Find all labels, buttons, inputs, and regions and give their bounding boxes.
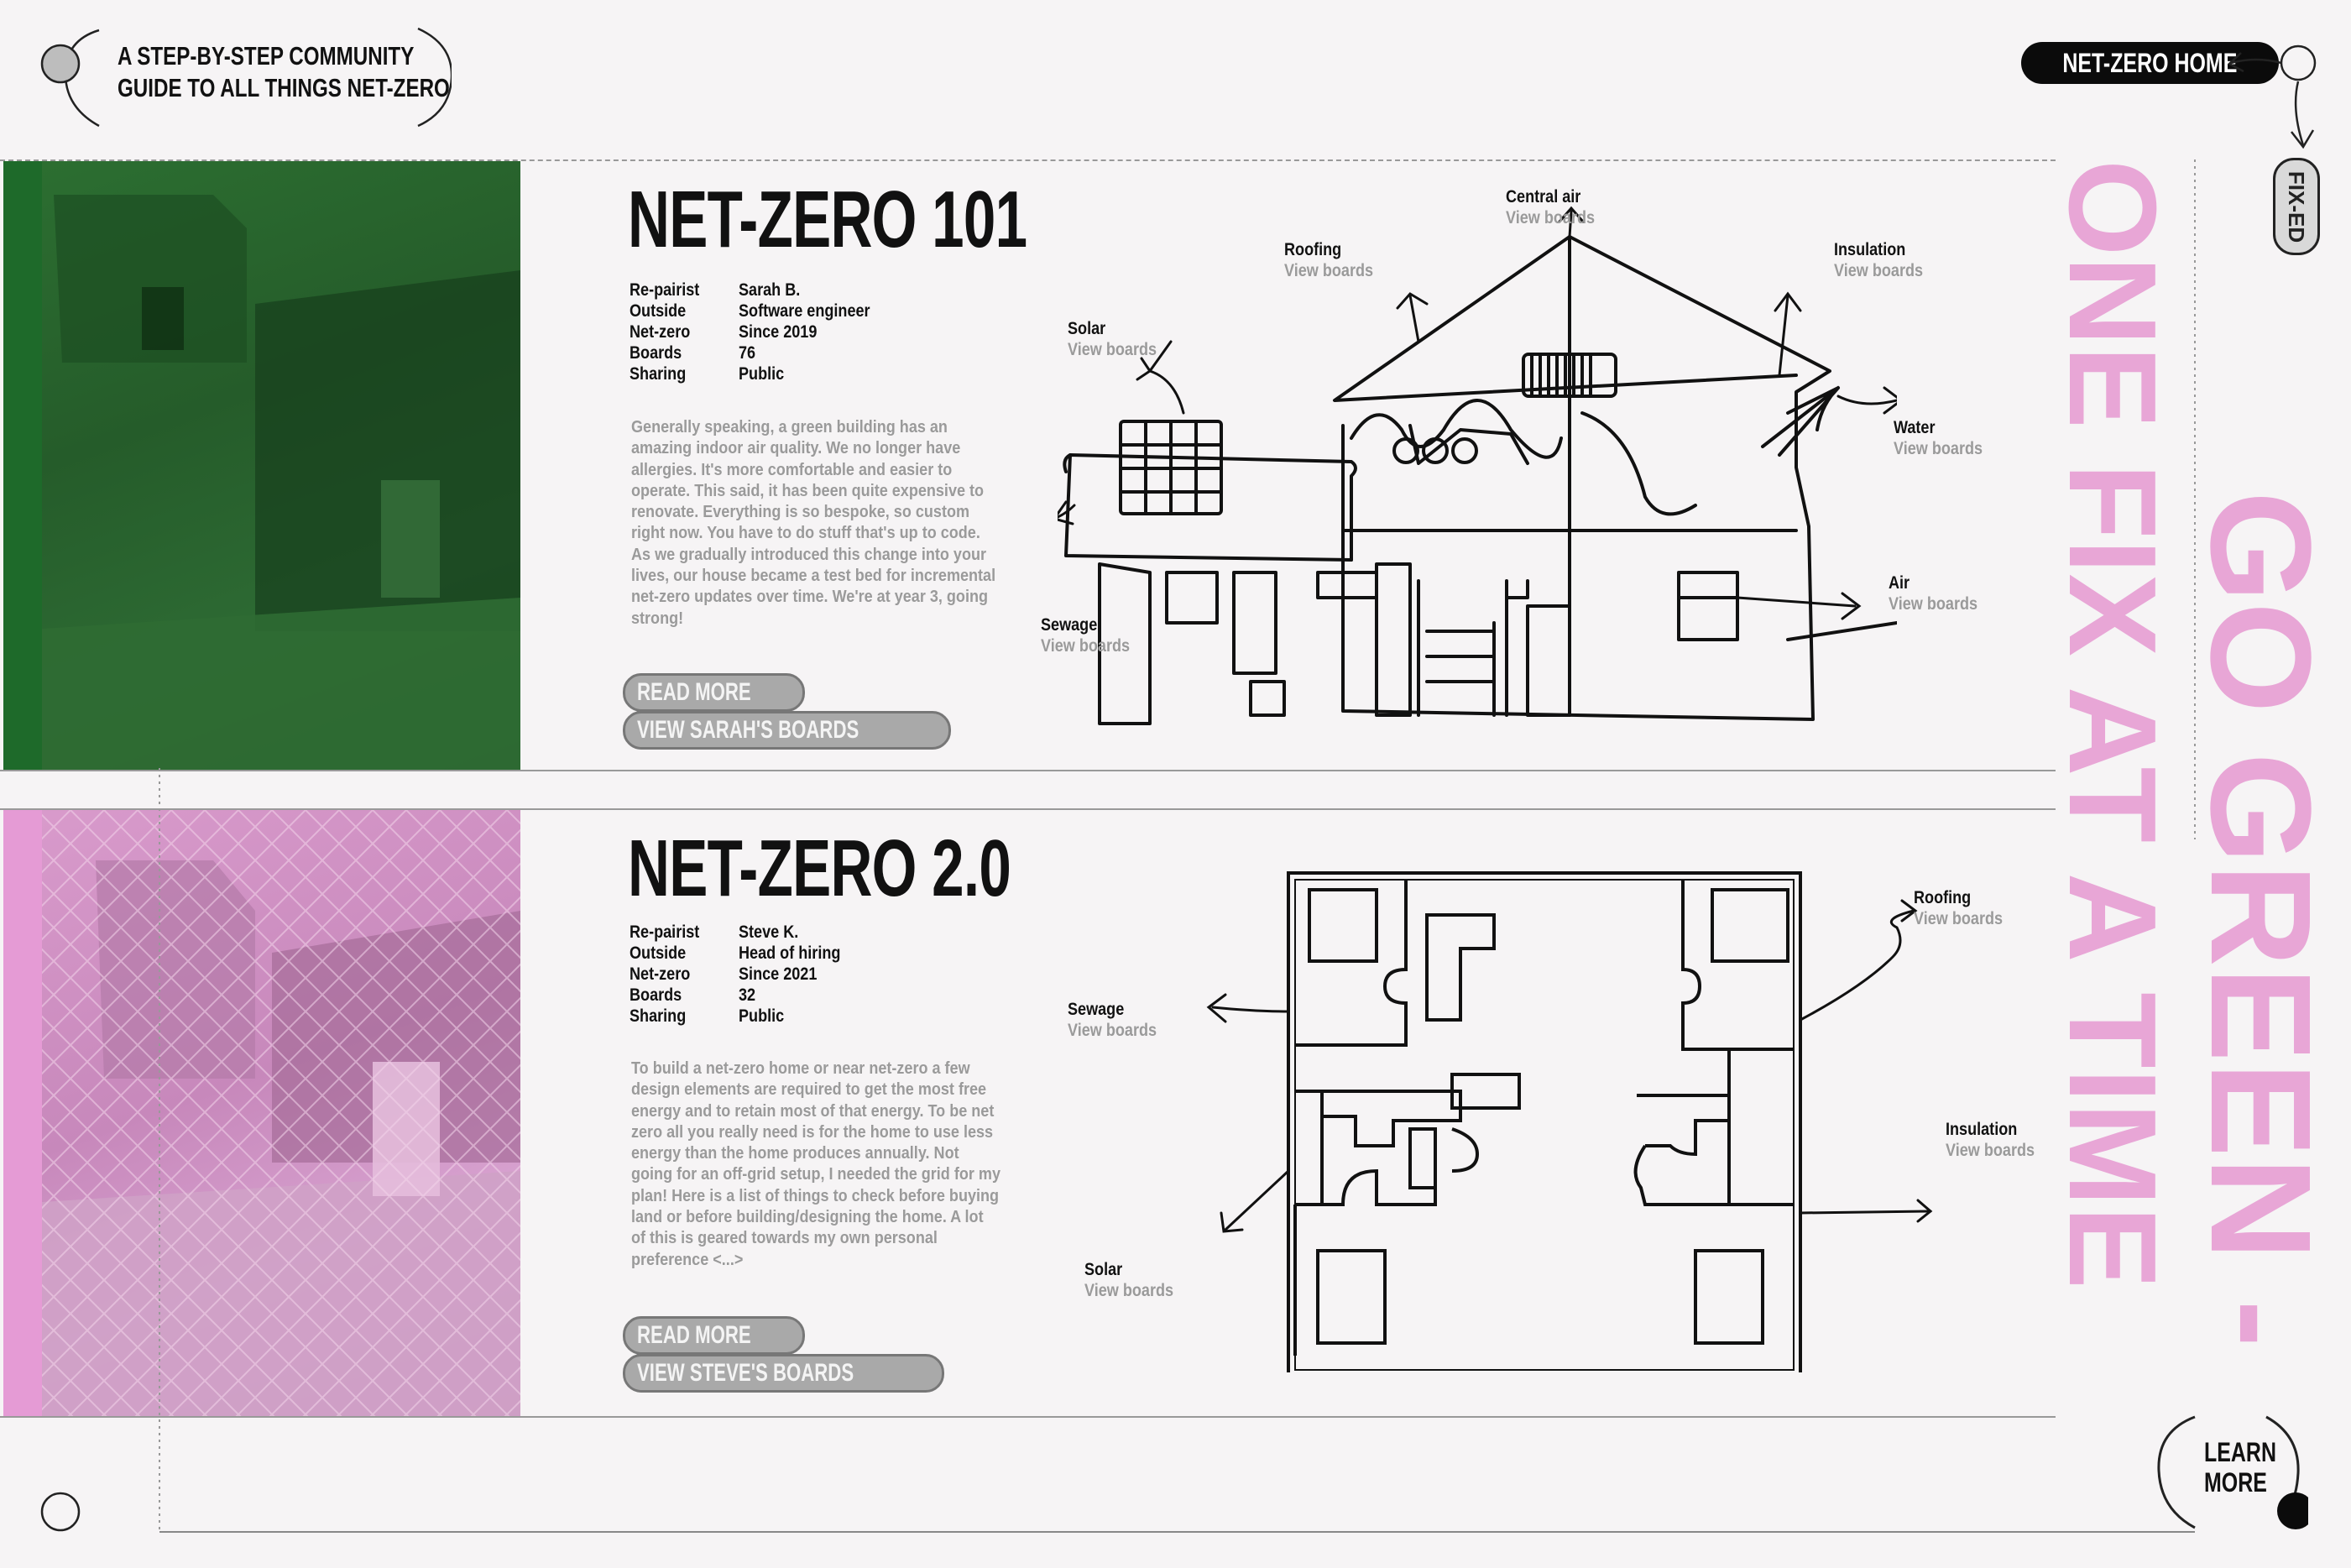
view-boards-link[interactable]: View boards bbox=[1284, 261, 1374, 280]
view-boards-link[interactable]: View boards bbox=[1068, 340, 1157, 359]
view-boards-link[interactable]: View boards bbox=[1506, 208, 1596, 227]
hotspot-title: Insulation bbox=[1946, 1120, 2018, 1139]
view-boards-link[interactable]: View boards bbox=[1068, 1021, 1157, 1040]
hotspot-title: Air bbox=[1889, 573, 1910, 593]
meta-value: Public bbox=[739, 364, 785, 384]
hotspot-title: Water bbox=[1894, 418, 1936, 437]
learn-more-line-2: MORE bbox=[2204, 1467, 2267, 1497]
meta-label: Net-zero bbox=[630, 322, 691, 342]
view-boards-link[interactable]: View boards bbox=[1084, 1281, 1174, 1300]
meta-value: Since 2021 bbox=[739, 964, 818, 984]
card-description: Generally speaking, a green building has an amazing indoor air quality. We no longer have allergies. It's more comfortable and easier to operate. This said, it has been quite expensive to renovate. Everything is so bespoke, so custom right now. You have to do stuff that's up to code. As we gradually introduced this change into your lives, our house became a test bed for incremental net-zero updates over time. We're at year 3, going strong! bbox=[631, 417, 996, 628]
hotspot-title: Roofing bbox=[1914, 888, 1972, 907]
net-zero-home-label: NET-ZERO HOME bbox=[2062, 48, 2238, 78]
meta-value: Since 2019 bbox=[739, 322, 818, 342]
hotspot-title: Sewage bbox=[1068, 1000, 1125, 1019]
view-boards-link[interactable]: View boards bbox=[1914, 909, 2004, 928]
meta-label: Re-pairist bbox=[630, 280, 700, 300]
hotspot-title: Central air bbox=[1506, 187, 1581, 206]
tagline-line-2: GUIDE TO ALL THINGS NET-ZERO bbox=[118, 73, 450, 102]
view-boards-link[interactable]: View boards bbox=[1889, 594, 1978, 614]
fixed-tab-label: FIX-ED bbox=[2284, 170, 2310, 243]
hotspot-title: Roofing bbox=[1284, 240, 1342, 259]
meta-value: Public bbox=[739, 1006, 785, 1026]
learn-more-text bbox=[2204, 1437, 2276, 1497]
card-title: NET-ZERO 101 bbox=[628, 175, 1027, 264]
read-more-label: READ MORE bbox=[637, 678, 751, 706]
meta-value: Steve K. bbox=[739, 923, 799, 942]
meta-value: Software engineer bbox=[739, 301, 870, 321]
card-description: To build a net-zero home or near net-zero a few design elements are required to get the most free energy and to retain most of that energy. To be net zero all you really need is for the home to use less energy than the home produces annually. Not going for an off-grid setup, I needed the grid for my plan! Here is a list of things to check before buying land or before building/designing the home. A lot of this is geared towards my own personal preference <...> bbox=[631, 1058, 1000, 1269]
view-boards-label: VIEW STEVE'S BOARDS bbox=[637, 1359, 854, 1387]
meta-value: 76 bbox=[739, 343, 756, 363]
read-more-label: READ MORE bbox=[637, 1321, 751, 1349]
hotspot-title: Insulation bbox=[1834, 240, 1906, 259]
meta-value: Sarah B. bbox=[739, 280, 801, 300]
learn-more-line-1: LEARN bbox=[2204, 1437, 2276, 1467]
meta-label: Net-zero bbox=[630, 964, 691, 984]
meta-label: Outside bbox=[630, 301, 687, 321]
slogan-go-green: GO GREEN - bbox=[2181, 491, 2340, 1348]
card-title: NET-ZERO 2.0 bbox=[628, 823, 1011, 913]
meta-value: 32 bbox=[739, 985, 756, 1005]
hotspot-title: Sewage bbox=[1041, 615, 1098, 635]
slogan-one-fix: ONE FIX AT A TIME bbox=[2043, 159, 2181, 1289]
view-boards-link[interactable]: View boards bbox=[1946, 1141, 2035, 1160]
learn-more-button[interactable] bbox=[2157, 1410, 2308, 1536]
meta-label: Sharing bbox=[630, 1006, 687, 1026]
hotspot-title: Solar bbox=[1084, 1260, 1123, 1279]
meta-label: Boards bbox=[630, 343, 682, 363]
meta-label: Outside bbox=[630, 943, 687, 963]
view-boards-link[interactable]: View boards bbox=[1894, 439, 1983, 458]
tagline-line-1: A STEP-BY-STEP COMMUNITY bbox=[118, 41, 415, 71]
meta-label: Boards bbox=[630, 985, 682, 1005]
view-boards-link[interactable]: View boards bbox=[1041, 636, 1131, 656]
view-boards-link[interactable]: View boards bbox=[1834, 261, 1924, 280]
meta-label: Sharing bbox=[630, 364, 687, 384]
hotspot-title: Solar bbox=[1068, 319, 1106, 338]
meta-value: Head of hiring bbox=[739, 943, 841, 963]
meta-label: Re-pairist bbox=[630, 923, 700, 942]
view-boards-label: VIEW SARAH'S BOARDS bbox=[637, 716, 859, 744]
